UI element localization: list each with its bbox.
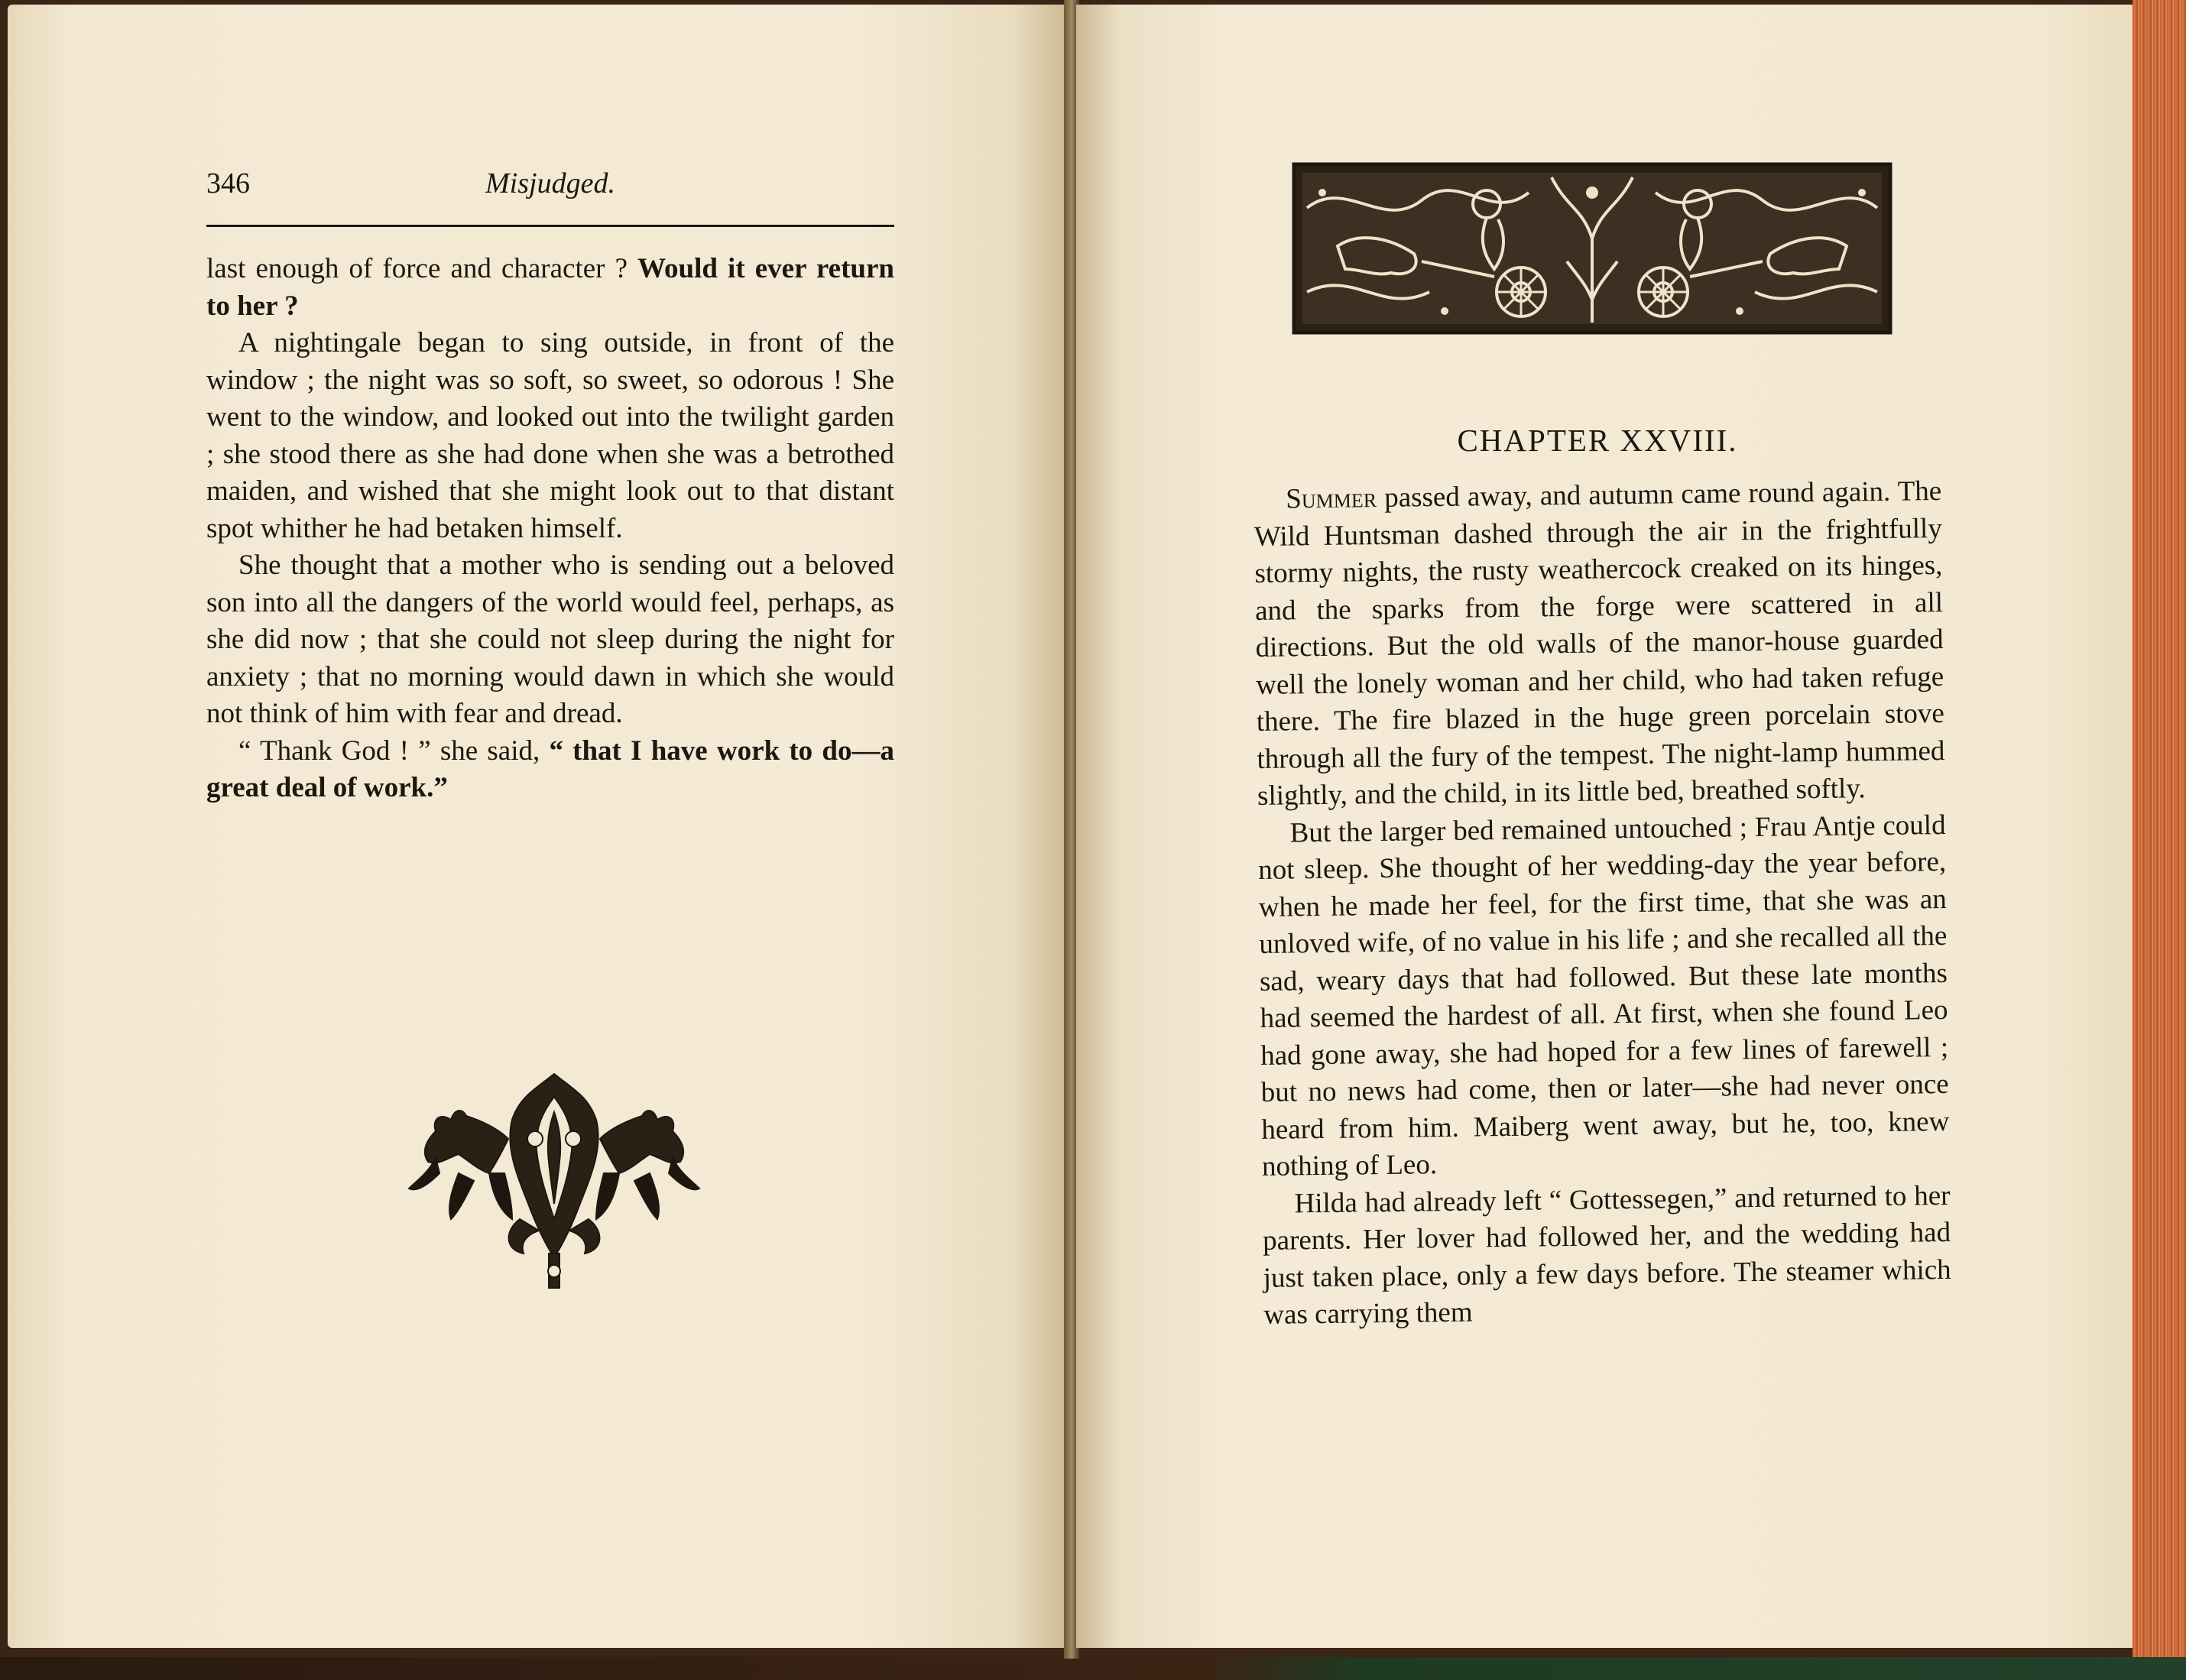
chariot-headpiece-icon — [1292, 162, 1892, 335]
paragraph-text: “ Thank God ! ” she said, — [238, 735, 550, 767]
left-page-text — [206, 251, 894, 807]
header-rule — [206, 225, 894, 227]
paragraph-bold-text: “ that I have work to do—a great deal of work.” — [206, 735, 894, 803]
book-cover-edge — [0, 1657, 2186, 1680]
right-page-text — [1254, 473, 1952, 1334]
paragraph — [206, 251, 894, 325]
paragraph: A nightingale began to sing outside, in front of the window ; the night was so soft, so sweet, so odorous ! She went to the window, and looked out into the twilight garden ; she stood there as she had done when she was a betrothed maiden, and wished that she might look out to that distant spot whither he had betaken himself. — [206, 327, 894, 544]
page-edges — [2132, 0, 2186, 1680]
first-word: Summer — [1286, 482, 1377, 515]
paragraph-text: passed away, and autumn came round again. The Wild Huntsman dashed through the air in the frightfully stormy nights, the rusty weathercock creaked on its hinges, and the sparks from the forge were scattered in all directions. But the old walls of the manor-house guarded well the lonely woman and her child, who had taken refuge there. The fire blazed in the huge green porcelain stove through all the fury of the tempest. The night-lamp hummed slightly, and the child, in its little bed, breathed softly. — [1254, 475, 1945, 812]
running-head — [206, 167, 894, 212]
running-title: Misjudged. — [485, 167, 615, 199]
paragraph-text: last enough of force and character ? — [206, 253, 638, 284]
chapter-title: CHAPTER XXVIII. — [1457, 423, 1738, 458]
paragraph: She thought that a mother who is sending out a beloved son into all the dangers of the world would feel, perhaps, as she did now ; that she could not sleep during the night for anxiety ; that no morning would dawn in which she would not think of him with fear and dread. — [206, 550, 894, 729]
paragraph — [1254, 473, 1945, 815]
paragraph — [206, 733, 894, 807]
paragraph: Hilda had already left “ Gottessegen,” and returned to her parents. Her lover had followed her, and the wedding had just taken place, only a few days before. The steamer which was carrying them — [1262, 1179, 1951, 1331]
winged-horses-ornament-icon — [405, 1066, 703, 1296]
paragraph-bold-text: Would it ever return to her ? — [206, 253, 894, 322]
page-number: 346 — [206, 167, 250, 199]
paragraph: But the larger bed remained untouched ; Frau Antje could not sleep. She thought of her wedding-day the year before, when he made her feel, for the first time, that she was an unloved wife, of no value in his life ; and she recalled all the sad, weary days that had followed. But these late months had seemed the hardest of all. At first, when she found Leo had gone away, she had hoped for a few lines of farewell ; but no news had come, then or later—she had never once heard from him. Maiberg went away, but he, too, knew nothing of Leo. — [1257, 809, 1950, 1182]
